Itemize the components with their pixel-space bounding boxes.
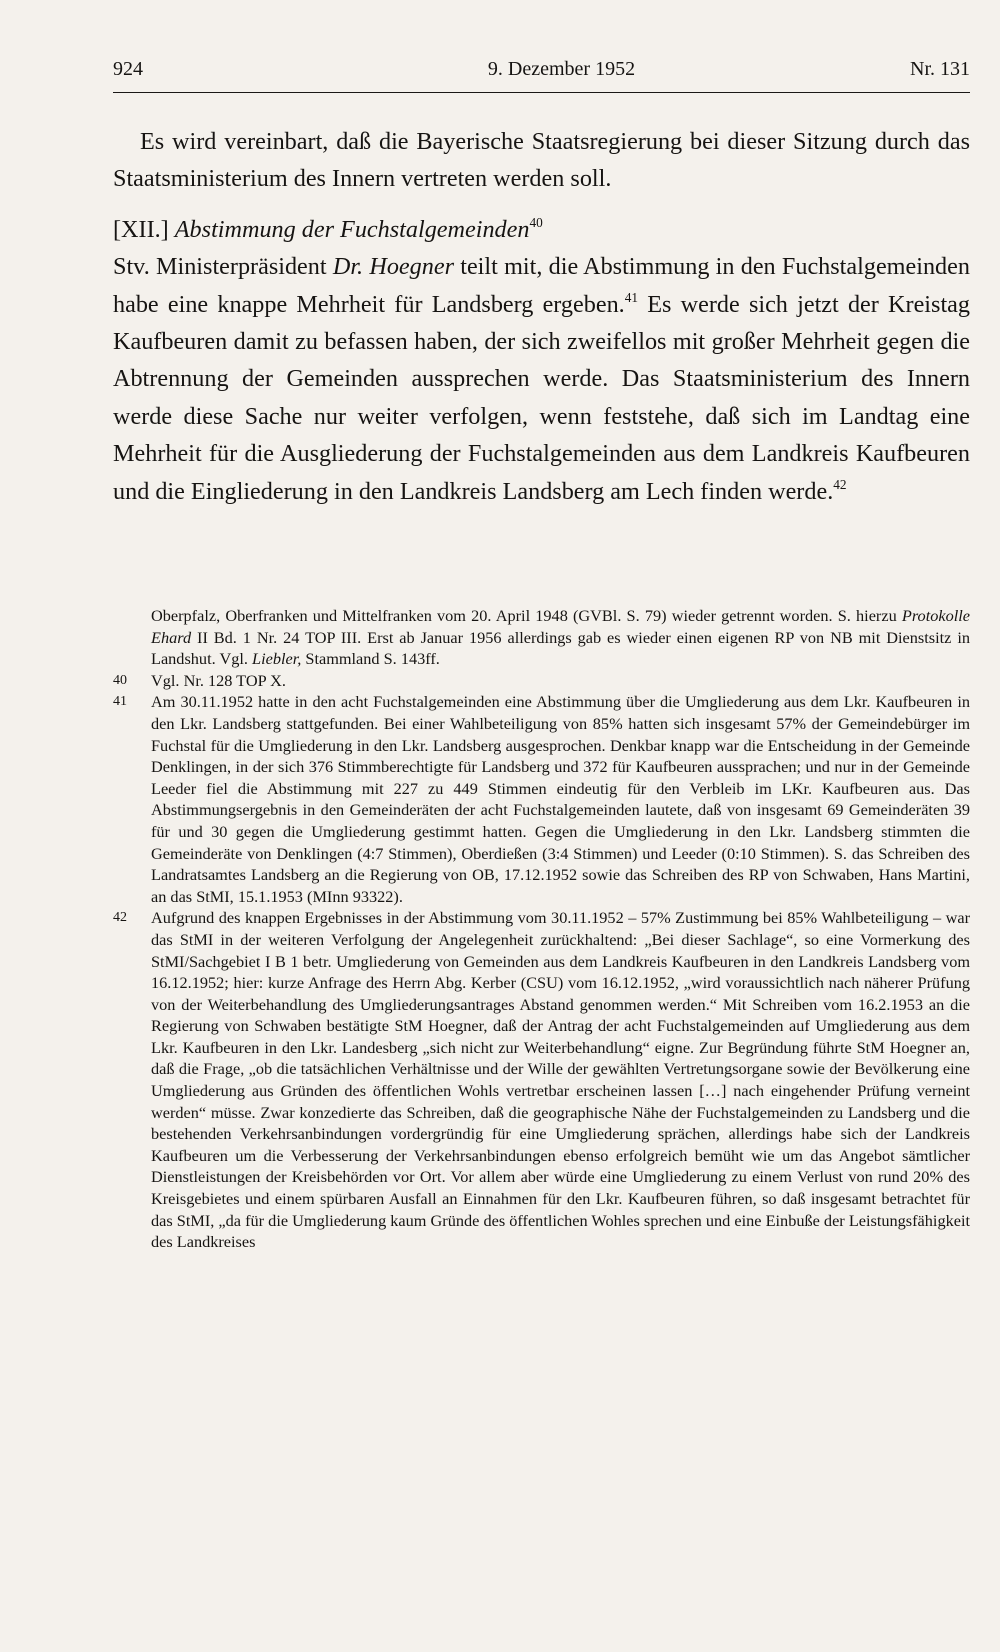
issue-number: Nr. 131	[910, 58, 970, 80]
paragraph-report-text-1: teilt mit, die Abstimmung in den Fuchstalgemeinden habe eine knappe Mehrheit für Landsberg ergeben.	[113, 253, 970, 318]
footnote-ref-42[interactable]: 42	[833, 476, 847, 492]
footnote-42	[113, 907, 970, 1253]
footnote-ref-40[interactable]: 40	[529, 214, 543, 230]
footnote-cont-text-2: II Bd. 1 Nr. 24 TOP III. Erst ab Januar 1956 allerdings gab es wieder einen eigenen RP von NB mit Dienstsitz in Landshut. Vgl.	[151, 627, 970, 669]
footnote-42-number: 42	[113, 910, 127, 926]
running-head	[113, 58, 970, 92]
footnote-40-number: 40	[113, 672, 127, 688]
footnote-41-text: Am 30.11.1952 hatte in den acht Fuchstalgemeinden eine Abstimmung über die Umgliederung aus dem Lkr. Kaufbeuren in den Lkr. Landsberg stattgefunden. Bei einer Wahlbeteiligung von 85% hatten sich insgesamt 57% der Gemeindebürger im Fuchstal für die Umgliederung in den Lkr. Landsberg ausgesprochen. Denkbar knapp war die Entscheidung in der Gemeinde Denklingen, in der sich 376 Stimmberechtigte für Landsberg und 372 für Kaufbeuren aussprachen; und nur in der Gemeinde Leeder fiel die Abstimmung mit 227 zu 449 Stimmen eindeutig für den Verbleib im LKr. Kaufbeuren aus. Das Abstimmungsergebnis in den Gemeinderäten der acht Fuchstalgemeinden lautete, daß von insgesamt 69 Gemeinderäten 39 für und 30 gegen die Umgliederung gestimmt hatten. Gegen die Umgliederung in den Lkr. Landsberg stimmten die Gemeinderäte von Denklingen (4:7 Stimmen), Oberdießen (3:4 Stimmen) und Leeder (0:10 Stimmen). S. das Schreiben des Landratsamtes Landsberg an die Regierung von OB, 17.12.1952 sowie das Schreiben des RP von Schwaben, Hans Martini, an das StMI, 15.1.1953 (MInn 93322).	[151, 692, 970, 906]
paragraph-report-lead: Stv. Ministerpräsident	[113, 253, 333, 281]
footnote-40	[113, 670, 970, 692]
footnote-41	[113, 691, 970, 907]
paragraph-report-text-2: Es werde sich jetzt der Kreistag Kaufbeuren damit zu befassen haben, der sich zweifellos mit großer Mehrheit gegen die Abtrennung der Gemeinden aussprechen werde. Das Staatsministerium des Innern werde diese Sache nur weiter verfolgen, wenn feststehe, daß sich im Landtag eine Mehrheit für die Ausgliederung der Fuchstalgemeinden aus dem Landkreis Kaufbeuren und die Eingliederung in den Landkreis Landsberg am Lech finden werde.	[113, 290, 970, 505]
paragraph-report	[113, 248, 970, 510]
footnote-40-text: Vgl. Nr. 128 TOP X.	[151, 670, 286, 690]
footnotes	[113, 605, 970, 1253]
section-heading	[113, 211, 970, 248]
main-text	[113, 123, 970, 510]
page-number: 924	[113, 58, 143, 80]
footnote-42-text: Aufgrund des knappen Ergebnisses in der Abstimmung vom 30.11.1952 – 57% Zustimmung bei 85% Wahlbeteiligung – war das StMI in der weiteren Verfolgung der Angelegenheit zurückhaltend: „Bei dieser Sachlage“, so eine Vormerkung des StMI/Sachgebiet I B 1 betr. Umgliederung von Gemeinden aus dem Landkreis Kaufbeuren in den Landkreis Landsberg vom 16.12.1952; hier: kurze Anfrage des Herrn Abg. Kerber (CSU) vom 16.12.1952, „wird voraussichtlich nach näherer Prüfung von der Weiterbehandlung des Umgliederungsantrages Abstand genommen werden.“ Mit Schreiben vom 16.2.1953 an die Regierung von Schwaben bestätigte StM Hoegner, daß der Antrag der acht Fuchstalgemeinden auf Umgliederung aus dem Lkr. Kaufbeuren in den Lkr. Landesberg „sich nicht zur Weiterbehandlung“ eigne. Zur Begründung führte StM Hoegner an, daß die Frage, „ob die tatsächlichen Verhältnisse und der Wille der gewählten Vertretungsorgane sowie der Bevölkerung eine Umgliederung aus Gründen des öffentlichen Wohls vertretbar erscheinen lassen […] nach eingehender Prüfung verneint werden“ müsse. Zwar konzedierte das Schreiben, daß die geographische Nähe der Fuchstalgemeinden zu Landsberg und die bestehenden Verkehrsanbindungen vordergründig für eine Umgliederung sprächen, allerdings habe sich der Landkreis Kaufbeuren um die Verbesserung der Verkehrsanbindungen ebenso erfolgreich bemüht wie um das Angebot sämtlicher Dienstleistungen der Kreisbehörden vor Ort. Vor allem aber würde eine Umgliederung zu einem Verlust von rund 20% des Kreisgebietes und einem spürbaren Ausfall an Einnahmen für den Lkr. Kaufbeuren führen, so daß insgesamt betrachtet für das StMI, „da für die Umgliederung kaum Gründe des öffentlichen Wohles sprechen und eine Einbuße der Leistungsfähigkeit des Landkreises	[151, 908, 970, 1252]
speaker-name: Dr. Hoegner	[332, 253, 454, 281]
section-number: [XII.]	[113, 215, 169, 243]
footnote-cont-text-3: Stammland S. 143ff.	[301, 649, 440, 669]
footnote-continuation	[113, 605, 970, 670]
citation-liebler: Liebler,	[252, 649, 302, 669]
citation-protokolle-ehard: Protokolle Ehard	[151, 606, 970, 647]
footnote-cont-text-1: Oberpfalz, Oberfranken und Mittelfranken vom 20. April 1948 (GVBl. S. 79) wieder getrennt worden. S. hierzu	[151, 606, 902, 625]
footnote-41-number: 41	[113, 694, 127, 710]
section-title: Abstimmung der Fuchstalgemeinden	[174, 215, 530, 243]
footnote-ref-41[interactable]: 41	[624, 289, 639, 305]
header-date: 9. Dezember 1952	[487, 58, 636, 80]
header-rule	[113, 92, 970, 93]
paragraph-agreement: Es wird vereinbart, daß die Bayerische Staatsregierung bei dieser Sitzung durch das Staatsministerium des Innern vertreten werden soll.	[113, 128, 970, 193]
